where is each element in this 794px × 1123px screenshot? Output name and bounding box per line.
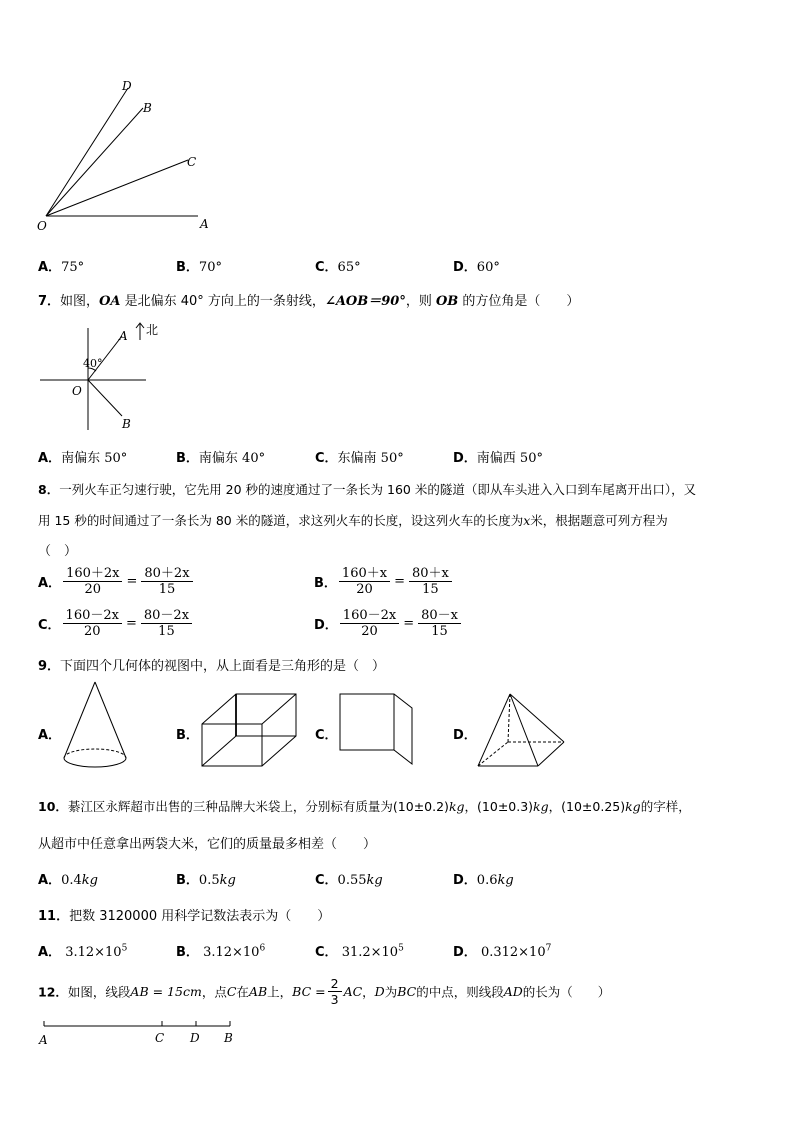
q12-label-a: A — [39, 1033, 48, 1047]
q7-option-c[interactable]: C．东偏南 50° — [315, 451, 404, 466]
q8-a-frac-left: $\frac{160+2x}{20}$ — [63, 566, 122, 597]
q7-label-o: O — [72, 384, 82, 398]
q8-option-a[interactable]: A． $\frac{160+2x}{20}$ = $\frac{80+2x}{15}$ — [38, 566, 195, 597]
q6-label-a: A — [200, 217, 209, 231]
q6-angle-figure — [30, 78, 220, 238]
q8-option-b[interactable]: B． $\frac{160+x}{20}$ = $\frac{80+x}{15}$ — [314, 566, 454, 597]
q6-label-d: D — [122, 79, 132, 93]
q9-cuboid-figure[interactable] — [198, 690, 302, 770]
q8-c-frac-left: $\frac{160-2x}{20}$ — [63, 608, 122, 639]
q7-direction-figure — [36, 318, 166, 433]
q9-option-b[interactable]: B． — [176, 728, 199, 743]
q6-option-c[interactable]: C．65° — [315, 260, 361, 275]
q10-option-b[interactable]: B．0.5kg — [176, 873, 236, 888]
q7-question: 7．如图，OA 是北偏东 40° 方向上的一条射线，∠AOB＝90°，则 OB 的方位角是（ ） — [38, 294, 580, 309]
q8-b-frac-left: $\frac{160+x}{20}$ — [339, 566, 390, 597]
q9-pyramid-figure[interactable] — [474, 690, 570, 770]
q9-option-a[interactable]: A． — [38, 728, 62, 743]
q9-option-c[interactable]: C． — [315, 728, 338, 743]
q11-option-b[interactable]: B． $3.12\times 10^6$ — [176, 943, 266, 960]
q6-label-o: O — [37, 219, 47, 233]
q8-option-d[interactable]: D． $\frac{160-2x}{20}$ = $\frac{80-x}{15}$ — [314, 608, 463, 639]
q8-a-frac-right: $\frac{80+2x}{15}$ — [141, 566, 192, 597]
q11-option-c[interactable]: C． $31.2\times 10^5$ — [315, 943, 404, 960]
q10-option-c[interactable]: C．0.55kg — [315, 873, 383, 888]
q7-option-b[interactable]: B．南偏东 40° — [176, 451, 266, 466]
q8-d-frac-left: $\frac{160-2x}{20}$ — [340, 608, 399, 639]
q9-cone-figure[interactable] — [60, 680, 160, 782]
q9-question: 9．下面四个几何体的视图中，从上面看是三角形的是（ ） — [38, 659, 386, 674]
q8-question-line1: 8．一列火车正匀速行驶，它先用 20 秒的速度通过了一条长为 160 米的隧道（即从车头进入入口到车尾离开出口），又 — [38, 482, 697, 497]
q6-option-b[interactable]: B．70° — [176, 260, 222, 275]
q8-option-c[interactable]: C． $\frac{160-2x}{20}$ = $\frac{80-2x}{15}$ — [38, 608, 194, 639]
q6-label-c: C — [187, 155, 197, 169]
q10-question-line1: 10．綦江区永辉超市出售的三种品牌大米袋上，分别标有质量为(10±0.2)kg，(10±0.3)kg，(10±0.25)kg的字样， — [38, 799, 691, 814]
q7-option-a[interactable]: A．南偏东 50° — [38, 451, 128, 466]
q7-option-d[interactable]: D．南偏西 50° — [453, 451, 543, 466]
q12-fraction: $\frac{2}{3}$ — [328, 976, 342, 1007]
q7-angle-label: 40° — [83, 357, 103, 370]
q12-question: 12．如图，线段AB = 15cm，点C在AB上，BC = $\frac{2}{3}$ AC，D为BC的中点，则线段AD的长为（ ） — [38, 976, 611, 1007]
q7-label-a: A — [119, 329, 128, 343]
q9-prism-figure[interactable] — [336, 690, 420, 770]
q6-option-a[interactable]: A．75° — [38, 260, 85, 275]
q8-question-line3: （ ） — [38, 544, 78, 559]
q12-label-d: D — [190, 1031, 200, 1045]
q11-option-d[interactable]: D． $0.312\times 10^7$ — [453, 943, 552, 960]
q6-label-b: B — [143, 101, 152, 115]
q6-option-d[interactable]: D．60° — [453, 260, 500, 275]
q9-option-d[interactable]: D． — [453, 728, 477, 743]
q8-question-line2: 用 15 秒的时间通过了一条长为 80 米的隧道，求这列火车的长度，设这列火车的长度为x米，根据题意可列方程为 — [38, 513, 668, 528]
q7-north-label: 北 — [146, 323, 159, 337]
q8-c-frac-right: $\frac{80-2x}{15}$ — [141, 608, 192, 639]
q8-d-frac-right: $\frac{80-x}{15}$ — [418, 608, 461, 639]
q10-question-line2: 从超市中任意拿出两袋大米，它们的质量最多相差（ ） — [38, 837, 377, 852]
q10-option-a[interactable]: A．0.4kg — [38, 873, 98, 888]
q11-question: 11．把数 3120000 用科学记数法表示为（ ） — [38, 909, 331, 924]
q11-option-a[interactable]: A． $3.12\times 10^5$ — [38, 943, 128, 960]
q12-label-b: B — [224, 1031, 233, 1045]
q8-b-frac-right: $\frac{80+x}{15}$ — [409, 566, 452, 597]
q10-option-d[interactable]: D．0.6kg — [453, 873, 514, 888]
q12-label-c: C — [155, 1031, 165, 1045]
q7-label-b: B — [122, 417, 131, 431]
q12-segment-figure — [36, 1016, 246, 1052]
